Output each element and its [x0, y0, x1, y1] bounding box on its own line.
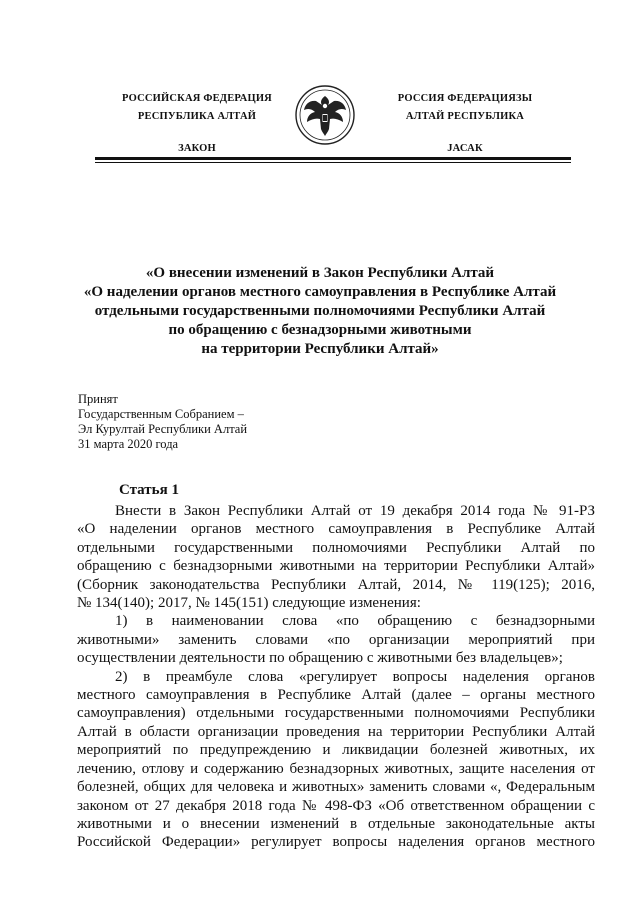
header-right-block — [365, 90, 565, 158]
adoption-line: Эл Курултай Республики Алтай — [78, 422, 248, 436]
body-line: местного самоуправления в Республике Алтай (далее – органы местного — [77, 687, 595, 704]
law-title-line: «О внесении изменений в Закон Республики Алтай — [145, 265, 495, 281]
body-line: животными» заменить словами «по организации мероприятий при — [77, 631, 595, 648]
law-title-line: отдельными государственными полномочиями Республики Алтай — [94, 303, 546, 319]
body-line: Алтай в области организации проведения на территории Республики Алтай — [77, 723, 595, 740]
article-body — [77, 502, 595, 852]
header-left-republic: РЕСПУБЛИКА АЛТАЙ — [137, 111, 257, 122]
header-right-doc-type: JАСАК — [447, 143, 483, 154]
body-line: № 134(140); 2017, № 145(151) следующие изменения: — [77, 595, 421, 612]
header-divider-thick — [95, 157, 571, 160]
adoption-line: Принят — [78, 392, 118, 406]
body-line: болезней, общих для человека и животных» заменить словами «, Федеральным — [77, 779, 595, 796]
law-title-line: «О наделении органов местного самоуправления в Республике Алтай — [83, 284, 557, 300]
body-line: 1) в наименовании слова «по обращению с безнадзорными — [115, 613, 595, 630]
header-divider-thin — [95, 162, 571, 163]
header-left-doc-type: ЗАКОН — [178, 143, 216, 154]
body-line: (Сборник законодательства Республики Алтай, 2014, № 119(125); 2016, — [77, 576, 595, 593]
body-line: Российской Федерации» регулирует вопросы наделения органов местного — [77, 834, 595, 851]
header-right-country: РОССИЯ ФЕДЕРАЦИЯЗЫ — [397, 93, 533, 104]
body-line: законом от 27 декабря 2018 года № 498-ФЗ «Об ответственном обращении с — [77, 797, 595, 814]
body-line: осуществлении деятельности по обращению с животными без владельцев»; — [77, 650, 563, 667]
header-right-republic: АЛТАЙ РЕСПУБЛИКА — [405, 111, 525, 122]
header-left-country: РОССИЙСКАЯ ФЕДЕРАЦИЯ — [122, 93, 272, 104]
header-left-block — [97, 90, 297, 158]
adoption-date: 31 марта 2020 года — [78, 437, 179, 451]
body-line: обращению с безнадзорными животными на территории Республики Алтай» — [77, 558, 595, 575]
adoption-line: Государственным Собранием – — [78, 407, 244, 421]
law-title-line: на территории Республики Алтай» — [201, 341, 439, 357]
body-line: 2) в преамбуле слова «регулирует вопросы наделения органов — [115, 668, 595, 685]
article-heading: Статья 1 — [119, 482, 179, 498]
body-line: самоуправления) отдельными государственными полномочиями Республики — [77, 705, 595, 722]
body-line: мероприятий по предупреждению и ликвидации болезней животных, их — [77, 742, 595, 759]
body-line: «О наделении органов местного самоуправления в Республике Алтай — [77, 521, 595, 538]
coat-of-arms-icon — [294, 84, 356, 146]
adoption-info — [78, 392, 378, 452]
body-line: отдельными государственными полномочиями Республики Алтай по — [77, 539, 595, 556]
law-title-line: по обращению с безнадзорными животными — [168, 322, 472, 338]
body-line: лечению, отлову и содержанию безнадзорных животных, защите населения от — [77, 760, 595, 777]
law-title — [60, 264, 580, 359]
body-line: животными и о внесении изменений в отдельные законодательные акты — [77, 815, 595, 832]
body-line: Внести в Закон Республики Алтай от 19 декабря 2014 года № 91-РЗ — [115, 503, 595, 519]
